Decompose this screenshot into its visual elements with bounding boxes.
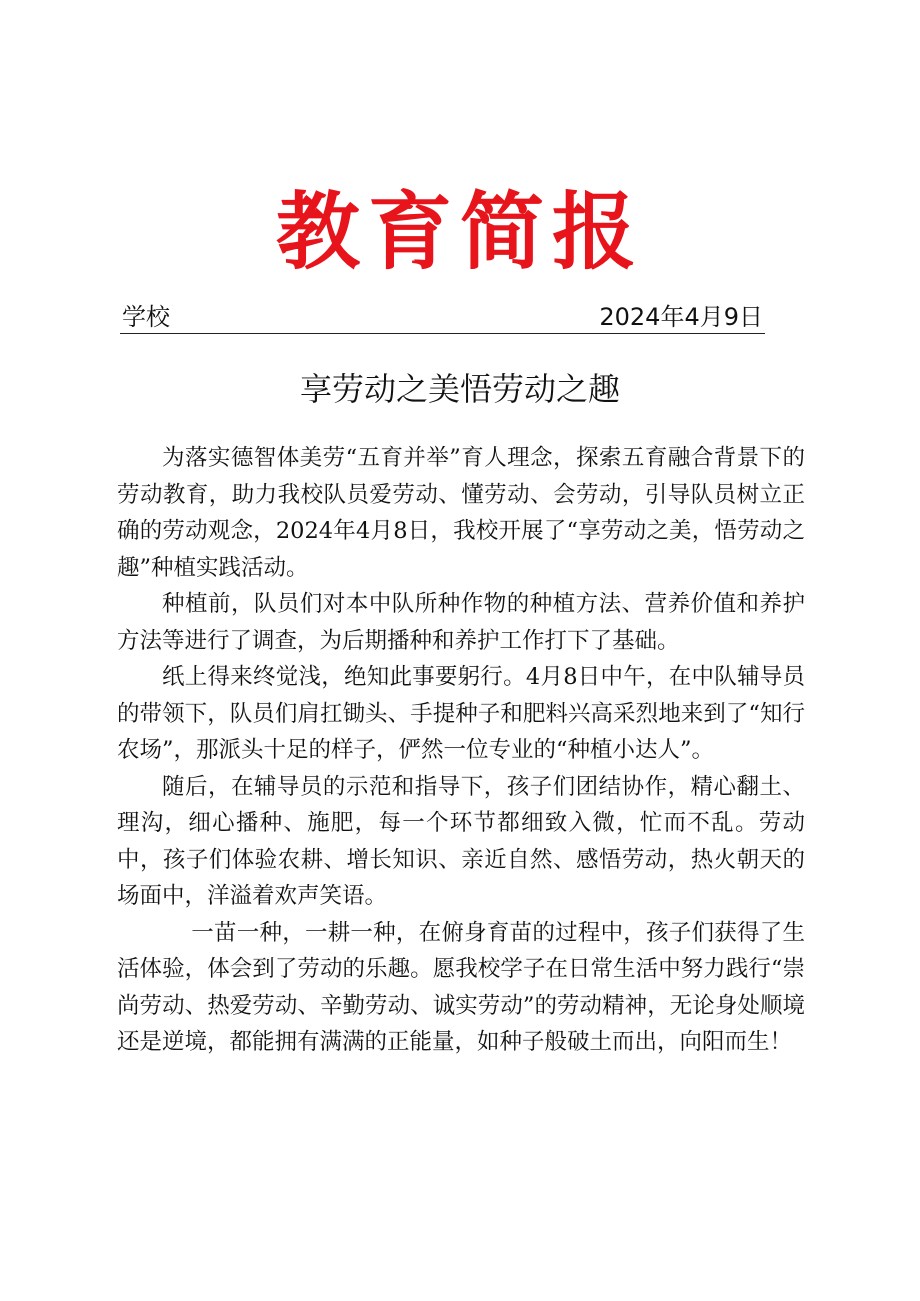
issue-info-row [120,300,765,334]
paragraph: 纸上得来终觉浅，绝知此事要躬行。4月8日中午，在中队辅导员的带领下，队员们肩扛锄头、手提种子和肥料兴高采烈地来到了“知行农场”，那派头十足的样子，俨然一位专业的“种植小达人”。 [117,664,805,763]
paragraph: 为落实德智体美劳“五育并举”育人理念，探索五育融合背景下的劳动教育，助力我校队员爱劳动、懂劳动、会劳动，引导队员树立正确的劳动观念，2024年4月8日，我校开展了“享劳动之美，悟劳动之趣”种植实践活动。 [117,445,805,581]
article-title: 享劳动之美悟劳动之趣 [299,370,620,408]
header-divider [120,333,765,334]
paragraph: 随后，在辅导员的示范和指导下，孩子们团结协作，精心翻土、理沟，细心播种、施肥，每一个环节都细致入微，忙而不乱。劳动中，孩子们体验农耕、增长知识、亲近自然、感悟劳动，热火朝天的场面中，洋溢着欢声笑语。 [117,773,805,909]
paragraph: 种植前，队员们对本中队所种作物的种植方法、营养价值和养护方法等进行了调查，为后期播种和养护工作打下了基础。 [117,591,805,654]
school-label: 学校 [122,303,170,331]
article-body [117,440,805,1061]
masthead-title: 教育简报 [275,182,644,281]
paragraph: 一苗一种，一耕一种，在俯身育苗的过程中，孩子们获得了生活体验，体会到了劳动的乐趣。愿我校学子在日常生活中努力践行“崇尚劳动、热爱劳动、辛勤劳动、诚实劳动”的劳动精神，无论身处顺境还是逆境，都能拥有满满的正能量，如种子般破土而出，向阳而生！ [117,919,805,1055]
issue-date: 2024年4月9日 [599,303,763,331]
